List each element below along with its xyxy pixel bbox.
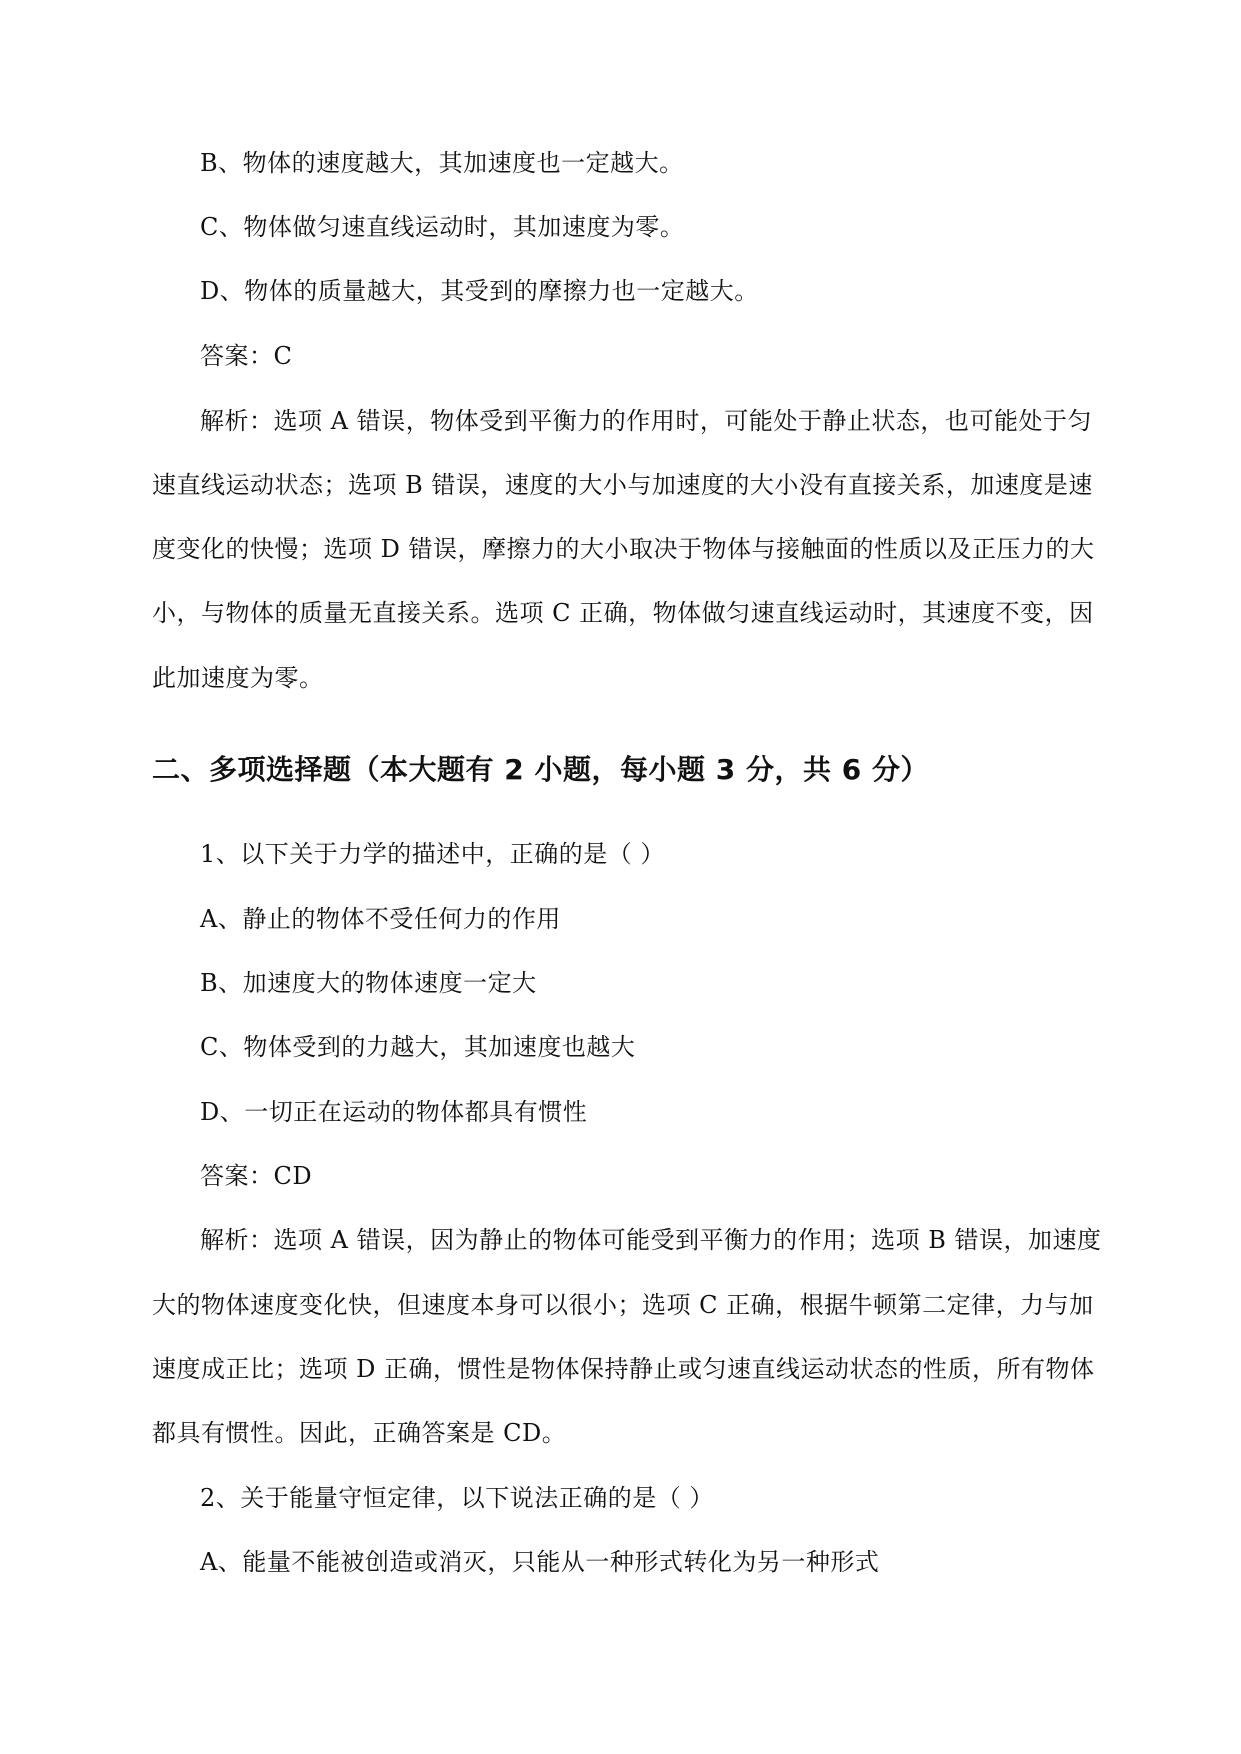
q1-analysis-line: 都具有惯性。因此，正确答案是 CD。 [152, 1419, 567, 1447]
q-prev-analysis-line: 小，与物体的质量无直接关系。选项 C 正确，物体做匀速直线运动时，其速度不变，因 [152, 599, 1094, 627]
q-prev-option-b: B、物体的速度越大，其加速度也一定越大。 [200, 149, 684, 177]
q-prev-option-d: D、物体的质量越大，其受到的摩擦力也一定越大。 [200, 277, 759, 305]
q1-stem: 1、以下关于力学的描述中，正确的是（ ） [200, 840, 665, 868]
q1-option-c: C、物体受到的力越大，其加速度也越大 [200, 1033, 636, 1061]
q1-option-b: B、加速度大的物体速度一定大 [200, 969, 537, 997]
q1-analysis-line: 大的物体速度变化快，但速度本身可以很小；选项 C 正确，根据牛顿第二定律，力与加 [152, 1291, 1094, 1319]
q-prev-answer: 答案：C [200, 342, 293, 370]
section-heading: 二、多项选择题（本大题有 2 小题，每小题 3 分，共 6 分） [152, 753, 929, 786]
q1-option-a: A、静止的物体不受任何力的作用 [200, 905, 561, 933]
q1-answer: 答案：CD [200, 1162, 313, 1190]
q-prev-analysis-line: 度变化的快慢；选项 D 错误，摩擦力的大小取决于物体与接触面的性质以及正压力的大 [152, 535, 1095, 563]
q1-analysis-line: 速度成正比；选项 D 正确，惯性是物体保持静止或匀速直线运动状态的性质，所有物体 [152, 1355, 1095, 1383]
q-prev-analysis-line: 解析：选项 A 错误，物体受到平衡力的作用时，可能处于静止状态，也可能处于匀 [200, 407, 1092, 435]
q2-option-a: A、能量不能被创造或消灭，只能从一种形式转化为另一种形式 [200, 1548, 880, 1576]
q1-analysis-line: 解析：选项 A 错误，因为静止的物体可能受到平衡力的作用；选项 B 错误，加速度 [200, 1226, 1102, 1254]
q1-option-d: D、一切正在运动的物体都具有惯性 [200, 1098, 588, 1126]
q-prev-option-c: C、物体做匀速直线运动时，其加速度为零。 [200, 213, 685, 241]
q-prev-analysis-line: 速直线运动状态；选项 B 错误，速度的大小与加速度的大小没有直接关系，加速度是速 [152, 471, 1093, 499]
q2-stem: 2、关于能量守恒定律，以下说法正确的是（ ） [200, 1484, 714, 1512]
q-prev-analysis-line: 此加速度为零。 [152, 664, 324, 692]
